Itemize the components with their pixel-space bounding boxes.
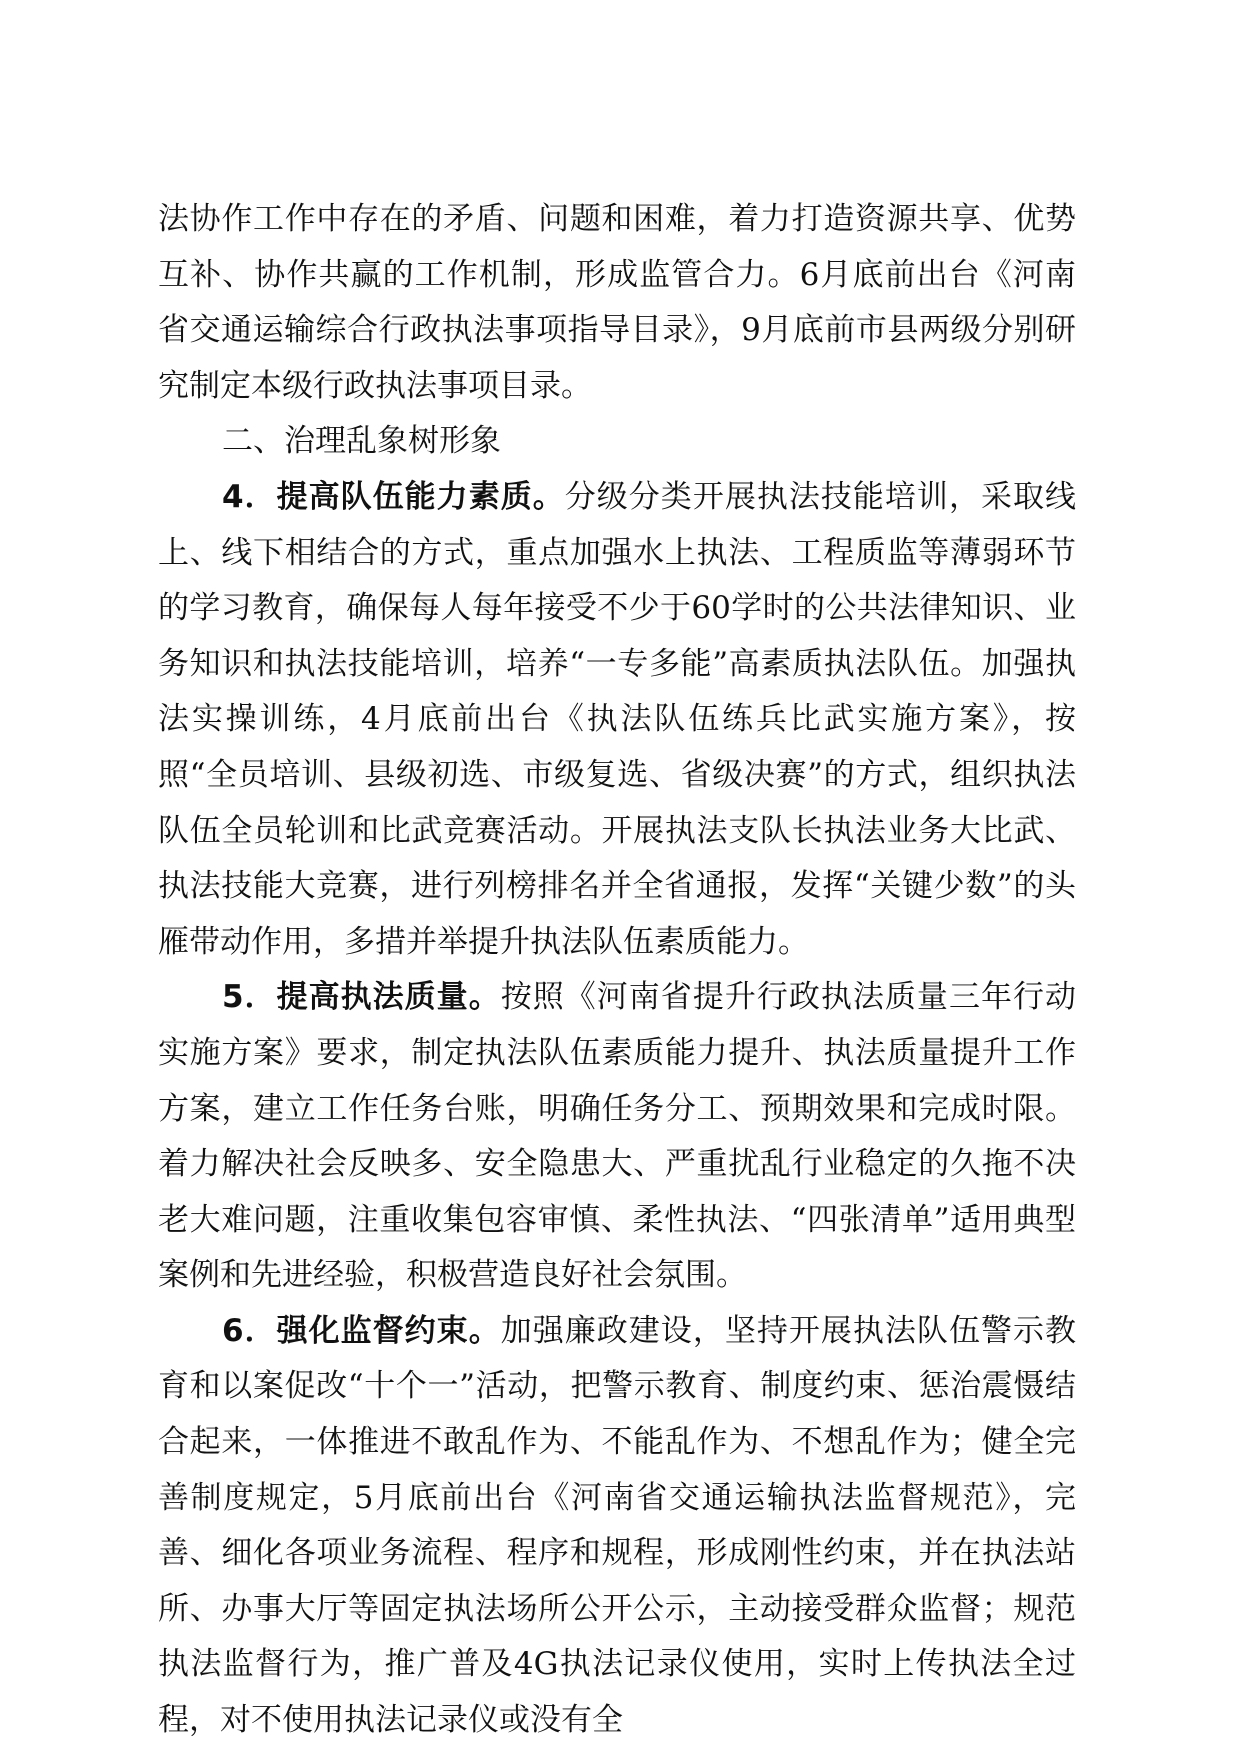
- item-5-paragraph: [158, 970, 1076, 1304]
- item-6-body: 加强廉政建设，坚持开展执法队伍警示教育和以案促改“十个一”活动，把警示教育、制度约束、惩治震慑结合起来，一体推进不敢乱作为、不能乱作为、不想乱作为；健全完善制度规定，5月底前出台《河南省交通运输执法监督规范》，完善、细化各项业务流程、程序和规程，形成刚性约束，并在执法站所、办事大厅等固定执法场所公开公示，主动接受群众监督；规范执法监督行为，推广普及4G执法记录仪使用，实时上传执法全过程，对不使用执法记录仪或没有全: [158, 1312, 1076, 1739]
- item-5-lead: 5．提高执法质量。: [222, 979, 501, 1016]
- continued-paragraph: 法协作工作中存在的矛盾、问题和困难，着力打造资源共享、优势互补、协作共赢的工作机制，形成监管合力。6月底前出台《河南省交通运输综合行政执法事项指导目录》，9月底前市县两级分别研究制定本级行政执法事项目录。: [158, 201, 1076, 404]
- item-6-lead: 6．强化监督约束。: [222, 1312, 501, 1349]
- item-4-body: 分级分类开展执法技能培训，采取线上、线下相结合的方式，重点加强水上执法、工程质监等薄弱环节的学习教育，确保每人每年接受不少于60学时的公共法律知识、业务知识和执法技能培训，培养“一专多能”高素质执法队伍。加强执法实操训练，4月底前出台《执法队伍练兵比武实施方案》，按照“全员培训、县级初选、市级复选、省级决赛”的方式，组织执法队伍全员轮训和比武竞赛活动。开展执法支队长执法业务大比武、执法技能大竞赛，进行列榜排名并全省通报，发挥“关键少数”的头雁带动作用，多措并举提升执法队伍素质能力。: [158, 478, 1076, 960]
- item-4-paragraph: [158, 470, 1076, 970]
- item-4-lead: 4．提高队伍能力素质。: [222, 478, 565, 515]
- document-page: [158, 192, 1076, 1749]
- item-5-body: 按照《河南省提升行政执法质量三年行动实施方案》要求，制定执法队伍素质能力提升、执法质量提升工作方案，建立工作任务台账，明确任务分工、预期效果和完成时限。着力解决社会反映多、安全隐患大、严重扰乱行业稳定的久拖不决老大难问题，注重收集包容审慎、柔性执法、“四张清单”适用典型案例和先进经验，积极营造良好社会氛围。: [158, 979, 1076, 1294]
- section-heading: 二、治理乱象树形象: [222, 423, 501, 460]
- item-6-paragraph: [158, 1304, 1076, 1749]
